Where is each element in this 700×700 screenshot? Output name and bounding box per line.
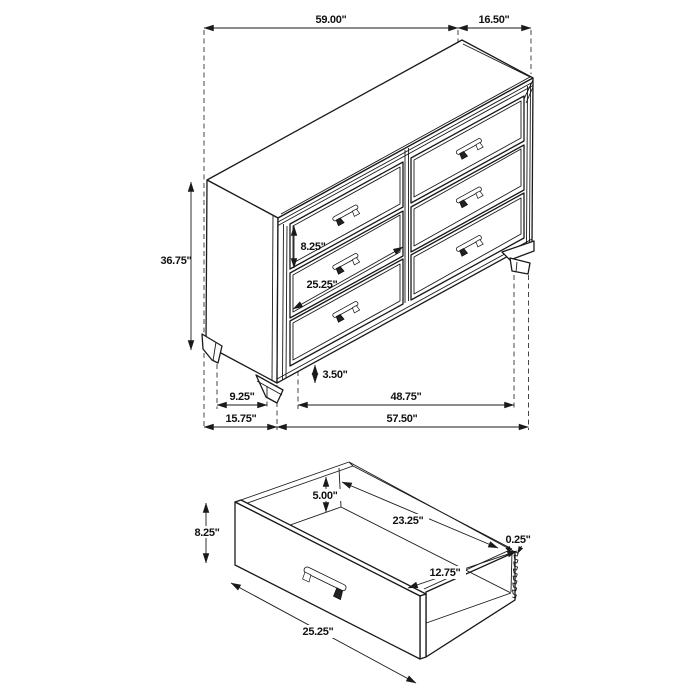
dim-base-width [277, 413, 529, 427]
dim-label-drawer-front-width: 25.25" [306, 279, 338, 291]
dim-label-drawer-front-height: 8.25" [194, 527, 220, 539]
dim-base-depth [204, 413, 277, 427]
dim-foot-height [315, 365, 348, 383]
dim-label-base-depth: 15.75" [225, 413, 257, 425]
dim-label-drawer-inner-depth: 12.75" [429, 567, 461, 579]
drawer-box-drawing [235, 462, 518, 659]
dim-label-drawer-inner-height: 5.00" [312, 490, 338, 502]
dim-overall-height [161, 182, 192, 350]
dim-dovetail-pin [505, 534, 530, 554]
dim-drawer-front-height [189, 503, 224, 563]
dresser-drawing [202, 30, 534, 430]
dim-front-feet-span [298, 391, 514, 405]
dim-label-drawer-front-width: 25.25" [302, 626, 334, 638]
dim-drawer-inner-width [342, 482, 498, 548]
dim-label-drawer-front-height: 8.25" [300, 241, 326, 253]
dim-label-drawer-inner-width: 23.25" [392, 515, 424, 527]
dim-label-top-width: 59.00" [315, 14, 347, 26]
dim-label-foot-height: 3.50" [322, 369, 348, 381]
dim-label-dovetail-pin: 0.25" [505, 534, 531, 546]
dim-side-foot-gap [217, 391, 267, 405]
dim-label-side-foot-gap: 9.25" [229, 391, 255, 403]
dim-label-overall-height: 36.75" [160, 255, 192, 267]
dim-label-base-width: 57.50" [386, 413, 418, 425]
dim-label-front-feet-span: 48.75" [390, 391, 422, 403]
dim-top-width [204, 14, 458, 28]
dim-label-top-depth: 16.50" [478, 14, 510, 26]
dim-drawer-inner-height [307, 477, 343, 512]
dim-top-depth [458, 14, 531, 28]
